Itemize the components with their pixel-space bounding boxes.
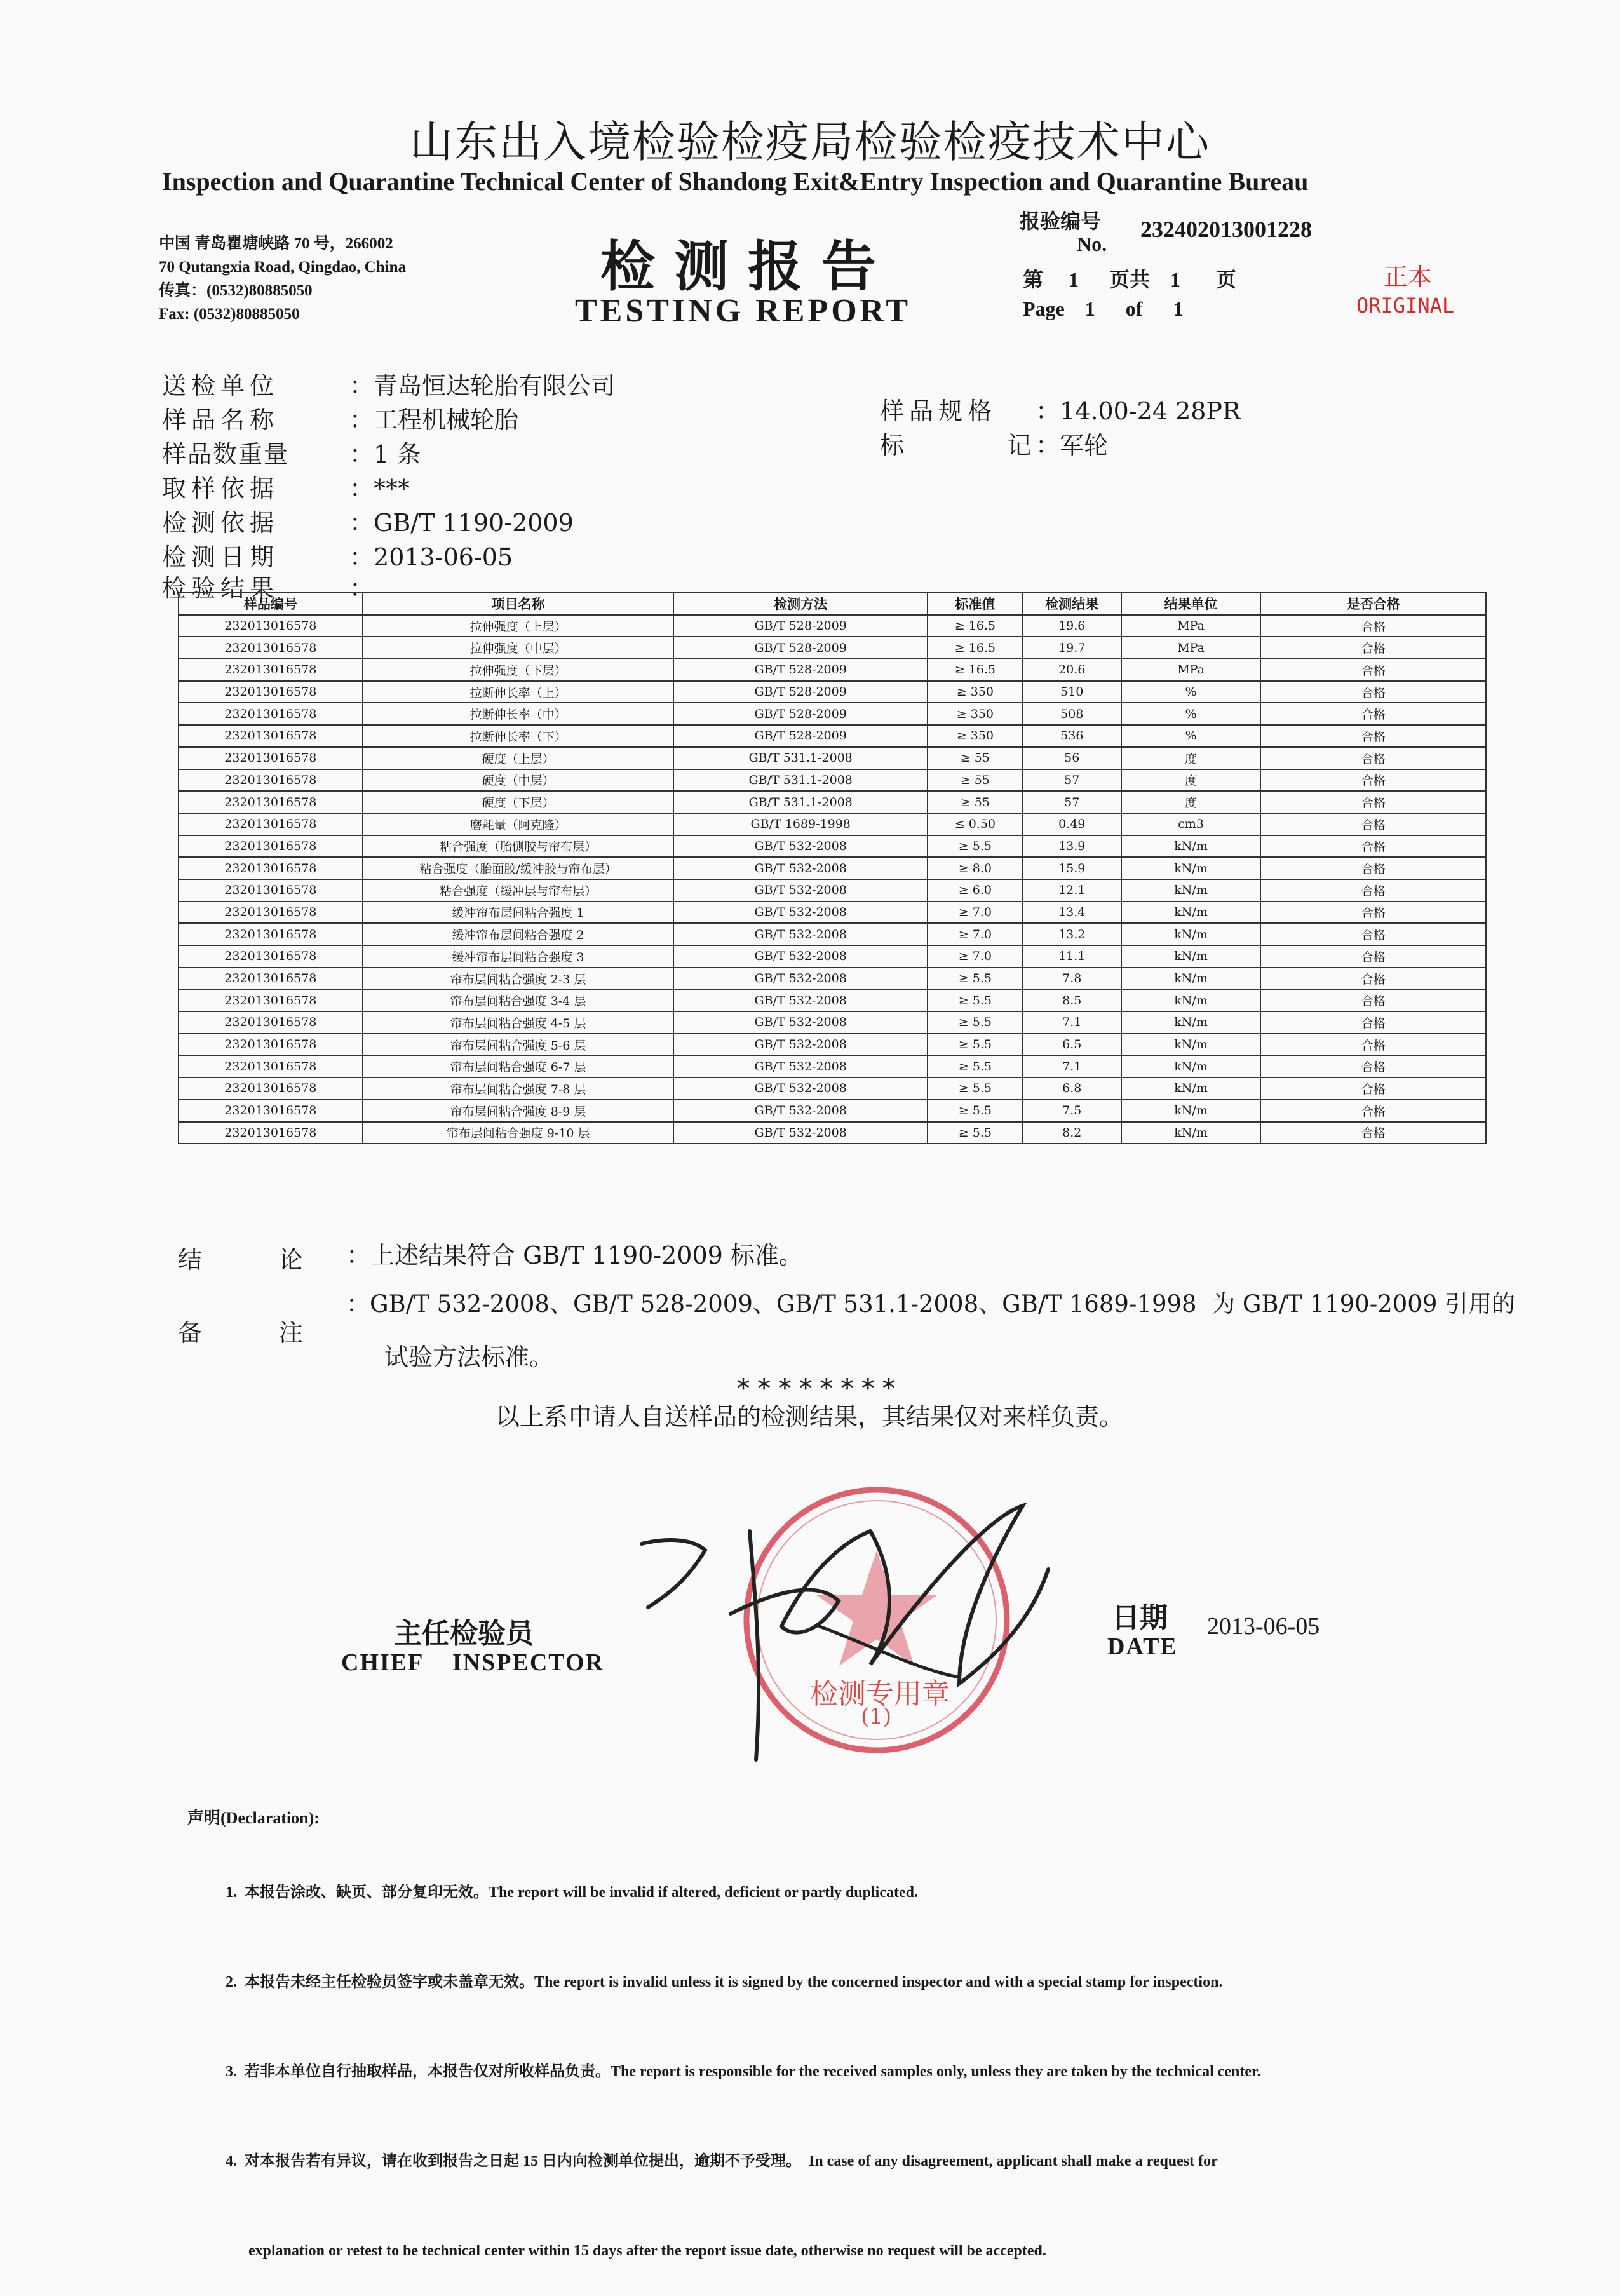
cell-result: 6.5 — [1023, 1034, 1121, 1056]
table-row — [179, 968, 1486, 990]
field-row: 检测依据 ：GB/T 1190-2009 — [162, 509, 574, 537]
cell-sample-no: 232013016578 — [179, 835, 363, 858]
stamp-text: 检测专用章 — [810, 1678, 950, 1710]
cell-standard: ≥ 5.5 — [928, 1034, 1023, 1056]
cell-method: GB/T 528-2009 — [673, 703, 928, 725]
cell-result: 57 — [1023, 791, 1121, 813]
cell-method: GB/T 532-2008 — [673, 1034, 928, 1056]
cell-method: GB/T 1689-1998 — [673, 813, 928, 835]
cell-sample-no: 232013016578 — [179, 1055, 363, 1077]
cell-sample-no: 232013016578 — [179, 1122, 363, 1144]
cell-sample-no: 232013016578 — [179, 968, 363, 990]
cell-method: GB/T 532-2008 — [673, 1055, 928, 1077]
cell-method: GB/T 532-2008 — [673, 1122, 928, 1144]
cell-result: 57 — [1023, 769, 1121, 792]
declaration-list — [226, 1818, 1261, 2296]
cell-unit: cm3 — [1121, 813, 1261, 835]
cell-unit: kN/m — [1121, 902, 1261, 924]
date-label-en: DATE — [1107, 1633, 1178, 1660]
cell-item: 帘布层间粘合强度 5-6 层 — [363, 1034, 674, 1056]
cell-pass: 合格 — [1260, 857, 1486, 879]
cell-pass: 合格 — [1260, 1077, 1486, 1100]
cell-standard: ≥ 350 — [928, 703, 1023, 725]
cell-sample-no: 232013016578 — [179, 923, 363, 945]
cell-sample-no: 232013016578 — [179, 791, 363, 813]
cell-unit: kN/m — [1121, 1077, 1261, 1100]
cell-pass: 合格 — [1260, 923, 1486, 945]
cell-result: 20.6 — [1023, 659, 1121, 681]
date-value: 2013-06-05 — [1207, 1613, 1320, 1640]
cell-result: 7.1 — [1023, 1011, 1121, 1034]
cell-unit: MPa — [1121, 615, 1261, 637]
cell-method: GB/T 532-2008 — [673, 1011, 928, 1034]
cell-result: 56 — [1023, 747, 1121, 769]
cell-item: 拉伸强度（中层） — [363, 637, 674, 659]
cell-unit: kN/m — [1121, 968, 1261, 990]
conclusion-text: ：上述结果符合 GB/T 1190-2009 标准。 — [346, 1241, 803, 1269]
cell-result: 13.2 — [1023, 923, 1121, 945]
cell-result: 6.8 — [1023, 1077, 1121, 1100]
declaration-item: 2. 本报告未经主任检验员签字或未盖章无效。The report is invalid unless it is signed by the concerned inspector and with a special stamp for inspection. — [226, 1974, 1223, 1990]
signature-icon — [629, 1480, 1074, 1773]
cell-method: GB/T 528-2009 — [673, 615, 928, 637]
cell-standard: ≥ 350 — [928, 725, 1023, 747]
cell-pass: 合格 — [1260, 1122, 1486, 1144]
cell-pass: 合格 — [1260, 659, 1486, 681]
field-row: 取样依据 ：*** — [162, 475, 410, 503]
chief-inspector-en: CHIEF INSPECTOR — [341, 1649, 604, 1676]
cell-method: GB/T 531.1-2008 — [673, 769, 928, 792]
cell-result: 7.1 — [1023, 1055, 1121, 1077]
cell-unit: % — [1121, 703, 1261, 725]
cell-sample-no: 232013016578 — [179, 1034, 363, 1056]
cell-unit: 度 — [1121, 791, 1261, 813]
note-line-1: ：GB/T 532-2008、GB/T 528-2009、GB/T 531.1-2008、GB/T 1689-1998 为 GB/T 1190-2009 引用的 — [346, 1290, 1516, 1318]
declaration-item: explanation or retest to be technical center within 15 days after the report issue date, otherwise no request will be accepted. — [226, 2243, 1046, 2259]
cell-pass: 合格 — [1260, 637, 1486, 659]
cell-method: GB/T 532-2008 — [673, 1100, 928, 1122]
cell-standard: ≥ 5.5 — [928, 835, 1023, 858]
cell-result: 12.1 — [1023, 879, 1121, 902]
cell-method: GB/T 532-2008 — [673, 968, 928, 990]
cell-unit: 度 — [1121, 769, 1261, 792]
cell-unit: % — [1121, 681, 1261, 703]
cell-item: 磨耗量（阿克隆） — [363, 813, 674, 835]
cell-sample-no: 232013016578 — [179, 747, 363, 769]
cell-method: GB/T 532-2008 — [673, 945, 928, 968]
cell-item: 粘合强度（胎侧胶与帘布层） — [363, 835, 674, 858]
cell-unit: kN/m — [1121, 1122, 1261, 1144]
field-row: 标 记：军轮 — [880, 431, 1109, 459]
table-row — [179, 835, 1486, 858]
cell-method: GB/T 528-2009 — [673, 681, 928, 703]
cell-pass: 合格 — [1260, 1100, 1486, 1122]
original-mark-cn: 正本 — [1384, 263, 1433, 291]
results-table — [178, 592, 1487, 1144]
cell-sample-no: 232013016578 — [179, 857, 363, 879]
cell-standard: ≥ 8.0 — [928, 857, 1023, 879]
page-count-en: Page 1 of 1 — [1023, 297, 1184, 320]
cell-method: GB/T 532-2008 — [673, 879, 928, 902]
cell-item: 拉断伸长率（上） — [363, 681, 674, 703]
cell-item: 拉伸强度（下层） — [363, 659, 674, 681]
cell-standard: ≤ 0.50 — [928, 813, 1023, 835]
cell-sample-no: 232013016578 — [179, 681, 363, 703]
cell-result: 7.8 — [1023, 968, 1121, 990]
note-line-2: 试验方法标准。 — [384, 1343, 554, 1371]
cell-item: 帘布层间粘合强度 3-4 层 — [363, 989, 674, 1011]
cell-result: 8.5 — [1023, 989, 1121, 1011]
address-en: 70 Qutangxia Road, Qingdao, China — [159, 259, 406, 276]
cell-unit: MPa — [1121, 637, 1261, 659]
cell-method: GB/T 532-2008 — [673, 857, 928, 879]
field-row: 样品数重量 ：1 条 — [162, 440, 421, 468]
cell-standard: ≥ 16.5 — [928, 659, 1023, 681]
cell-method: GB/T 528-2009 — [673, 725, 928, 747]
cell-standard: ≥ 5.5 — [928, 1077, 1023, 1100]
cell-item: 帘布层间粘合强度 8-9 层 — [363, 1100, 674, 1122]
cell-item: 拉伸强度（上层） — [363, 615, 674, 637]
cell-unit: kN/m — [1121, 1100, 1261, 1122]
cell-pass: 合格 — [1260, 1034, 1486, 1056]
cell-standard: ≥ 5.5 — [928, 1055, 1023, 1077]
table-row — [179, 1077, 1486, 1100]
cell-sample-no: 232013016578 — [179, 902, 363, 924]
cell-method: GB/T 528-2009 — [673, 659, 928, 681]
field-row: 样品规格 ：14.00-24 28PR — [880, 397, 1241, 425]
cell-method: GB/T 531.1-2008 — [673, 791, 928, 813]
cell-sample-no: 232013016578 — [179, 989, 363, 1011]
cell-standard: ≥ 7.0 — [928, 945, 1023, 968]
cell-unit: % — [1121, 725, 1261, 747]
cell-item: 帘布层间粘合强度 2-3 层 — [363, 968, 674, 990]
cell-sample-no: 232013016578 — [179, 769, 363, 792]
cell-sample-no: 232013016578 — [179, 1077, 363, 1100]
table-header-row — [179, 593, 1486, 615]
cell-standard: ≥ 5.5 — [928, 968, 1023, 990]
table-row — [179, 681, 1486, 703]
chief-inspector-cn: 主任检验员 — [394, 1617, 534, 1650]
table-row — [179, 1100, 1486, 1122]
fax-cn: 传真：(0532)80885050 — [159, 282, 313, 299]
cell-method: GB/T 532-2008 — [673, 835, 928, 858]
address-block — [159, 232, 406, 326]
cell-pass: 合格 — [1260, 1011, 1486, 1034]
cell-pass: 合格 — [1260, 769, 1486, 792]
cell-sample-no: 232013016578 — [179, 879, 363, 902]
declaration-title: 声明(Declaration): — [187, 1809, 320, 1827]
cell-item: 缓冲帘布层间粘合强度 2 — [363, 923, 674, 945]
sample-info-left — [162, 368, 615, 602]
cell-pass: 合格 — [1260, 835, 1486, 858]
stars-divider: * * * * * * * * — [737, 1374, 896, 1403]
declaration-item: 1. 本报告涂改、缺页、部分复印无效。The report will be invalid if altered, deficient or partly duplicated. — [226, 1884, 918, 1901]
table-row — [179, 879, 1486, 902]
table-row — [179, 1034, 1486, 1056]
report-number-label: 报验编号 No. — [1020, 210, 1107, 255]
table-row — [179, 747, 1486, 769]
cell-pass: 合格 — [1260, 615, 1486, 637]
cell-method: GB/T 532-2008 — [673, 902, 928, 924]
cell-item: 帘布层间粘合强度 4-5 层 — [363, 1011, 674, 1034]
fax-en: Fax: (0532)80885050 — [159, 306, 300, 323]
cell-standard: ≥ 55 — [928, 769, 1023, 792]
cell-unit: kN/m — [1121, 945, 1261, 968]
cell-unit: kN/m — [1121, 989, 1261, 1011]
cell-unit: kN/m — [1121, 857, 1261, 879]
cell-result: 11.1 — [1023, 945, 1121, 968]
table-row — [179, 659, 1486, 681]
report-number: 232402013001228 — [1140, 217, 1312, 242]
cell-method: GB/T 528-2009 — [673, 637, 928, 659]
field-row: 送检单位 ：青岛恒达轮胎有限公司 — [162, 372, 616, 400]
table-body — [179, 615, 1486, 1144]
cell-unit: kN/m — [1121, 1034, 1261, 1056]
report-title-cn: 检测报告 — [600, 234, 895, 299]
cell-result: 13.4 — [1023, 902, 1121, 924]
cell-sample-no: 232013016578 — [179, 725, 363, 747]
cell-sample-no: 232013016578 — [179, 813, 363, 835]
cell-result: 13.9 — [1023, 835, 1121, 858]
table-row — [179, 945, 1486, 968]
sample-info-right — [880, 394, 1241, 463]
cell-standard: ≥ 7.0 — [928, 902, 1023, 924]
field-row: 检验结果 ： — [162, 574, 374, 602]
cell-method: GB/T 531.1-2008 — [673, 747, 928, 769]
page-count-cn: 第 1 页共 1 页 — [1023, 268, 1237, 291]
cell-standard: ≥ 16.5 — [928, 615, 1023, 637]
cell-sample-no: 232013016578 — [179, 659, 363, 681]
cell-sample-no: 232013016578 — [179, 615, 363, 637]
table-row — [179, 615, 1486, 637]
cell-result: 8.2 — [1023, 1122, 1121, 1144]
table-row — [179, 703, 1486, 725]
original-mark-en: ORIGINAL — [1356, 294, 1455, 318]
cell-item: 拉断伸长率（下） — [363, 725, 674, 747]
cell-sample-no: 232013016578 — [179, 703, 363, 725]
table-row — [179, 902, 1486, 924]
organization-title-en: Inspection and Quarantine Technical Center of Shandong Exit&Entry Inspection and Quarantine Bureau — [162, 167, 1309, 196]
organization-title-cn: 山东出入境检验检疫局检验检疫技术中心 — [409, 118, 1210, 168]
cell-standard: ≥ 350 — [928, 681, 1023, 703]
cell-result: 15.9 — [1023, 857, 1121, 879]
cell-pass: 合格 — [1260, 945, 1486, 968]
date-label-cn: 日期 — [1112, 1602, 1168, 1634]
table-row — [179, 637, 1486, 659]
cell-pass: 合格 — [1260, 725, 1486, 747]
cell-result: 508 — [1023, 703, 1121, 725]
cell-standard: ≥ 55 — [928, 747, 1023, 769]
cell-unit: kN/m — [1121, 835, 1261, 858]
cell-unit: kN/m — [1121, 879, 1261, 902]
cell-pass: 合格 — [1260, 813, 1486, 835]
cell-result: 7.5 — [1023, 1100, 1121, 1122]
cell-sample-no: 232013016578 — [179, 637, 363, 659]
cell-pass: 合格 — [1260, 968, 1486, 990]
col-header-result: 检测结果 — [1023, 593, 1121, 615]
col-header-pass: 是否合格 — [1260, 593, 1486, 615]
col-header-item: 项目名称 — [363, 593, 674, 615]
cell-standard: ≥ 16.5 — [928, 637, 1023, 659]
note-label: 备 注 — [178, 1319, 303, 1347]
report-title-en: TESTING REPORT — [575, 293, 912, 329]
table-row — [179, 769, 1486, 792]
cell-result: 536 — [1023, 725, 1121, 747]
cell-result: 19.7 — [1023, 637, 1121, 659]
address-cn: 中国 青岛瞿塘峡路 70 号，266002 — [159, 235, 393, 252]
cell-pass: 合格 — [1260, 703, 1486, 725]
cell-pass: 合格 — [1260, 1055, 1486, 1077]
table-row — [179, 813, 1486, 835]
cell-item: 粘合强度（胎面胶/缓冲胶与帘布层） — [363, 857, 674, 879]
cell-sample-no: 232013016578 — [179, 1100, 363, 1122]
disclaimer: 以上系申请人自送样品的检测结果，其结果仅对来样负责。 — [496, 1403, 1124, 1431]
cell-standard: ≥ 5.5 — [928, 1122, 1023, 1144]
cell-item: 缓冲帘布层间粘合强度 3 — [363, 945, 674, 968]
cell-result: 19.6 — [1023, 615, 1121, 637]
table-row — [179, 1122, 1486, 1144]
cell-item: 拉断伸长率（中） — [363, 703, 674, 725]
cell-standard: ≥ 5.5 — [928, 989, 1023, 1011]
col-header-unit: 结果单位 — [1121, 593, 1261, 615]
cell-item: 硬度（下层） — [363, 791, 674, 813]
cell-item: 帘布层间粘合强度 9-10 层 — [363, 1122, 674, 1144]
cell-item: 粘合强度（缓冲层与帘布层） — [363, 879, 674, 902]
cell-result: 0.49 — [1023, 813, 1121, 835]
conclusion-label: 结 论 — [178, 1246, 303, 1274]
cell-unit: kN/m — [1121, 923, 1261, 945]
cell-sample-no: 232013016578 — [179, 945, 363, 968]
field-row: 检测日期 ：2013-06-05 — [162, 543, 513, 571]
cell-pass: 合格 — [1260, 989, 1486, 1011]
cell-item: 硬度（上层） — [363, 747, 674, 769]
table-row — [179, 791, 1486, 813]
cell-unit: kN/m — [1121, 1055, 1261, 1077]
table-row — [179, 725, 1486, 747]
table-row — [179, 923, 1486, 945]
declaration-item: 3. 若非本单位自行抽取样品，本报告仅对所收样品负责。The report is responsible for the received samples only, unless they are taken by the technical center. — [226, 2063, 1261, 2080]
cell-standard: ≥ 5.5 — [928, 1100, 1023, 1122]
cell-pass: 合格 — [1260, 902, 1486, 924]
cell-unit: 度 — [1121, 747, 1261, 769]
cell-standard: ≥ 6.0 — [928, 879, 1023, 902]
cell-pass: 合格 — [1260, 879, 1486, 902]
stamp-number: (1) — [861, 1704, 892, 1729]
cell-standard: ≥ 7.0 — [928, 923, 1023, 945]
col-header-standard: 标准值 — [928, 593, 1023, 615]
cell-item: 缓冲帘布层间粘合强度 1 — [363, 902, 674, 924]
cell-pass: 合格 — [1260, 681, 1486, 703]
table-row — [179, 857, 1486, 879]
cell-result: 510 — [1023, 681, 1121, 703]
col-header-method: 检测方法 — [673, 593, 928, 615]
cell-pass: 合格 — [1260, 747, 1486, 769]
cell-method: GB/T 532-2008 — [673, 923, 928, 945]
declaration-item: 4. 对本报告若有异议，请在收到报告之日起 15 日内向检测单位提出，逾期不予受理。 In case of any disagreement, applicant shall make a request for — [226, 2153, 1218, 2170]
cell-item: 帘布层间粘合强度 6-7 层 — [363, 1055, 674, 1077]
field-row: 样品名称 ：工程机械轮胎 — [162, 406, 519, 434]
cell-method: GB/T 532-2008 — [673, 989, 928, 1011]
col-header-sample-no: 样品编号 — [179, 593, 363, 615]
table-row — [179, 1011, 1486, 1034]
table-row — [179, 989, 1486, 1011]
cell-unit: kN/m — [1121, 1011, 1261, 1034]
cell-item: 帘布层间粘合强度 7-8 层 — [363, 1077, 674, 1100]
cell-standard: ≥ 55 — [928, 791, 1023, 813]
cell-sample-no: 232013016578 — [179, 1011, 363, 1034]
cell-unit: MPa — [1121, 659, 1261, 681]
table-row — [179, 1055, 1486, 1077]
cell-item: 硬度（中层） — [363, 769, 674, 792]
cell-standard: ≥ 5.5 — [928, 1011, 1023, 1034]
cell-method: GB/T 532-2008 — [673, 1077, 928, 1100]
cell-pass: 合格 — [1260, 791, 1486, 813]
